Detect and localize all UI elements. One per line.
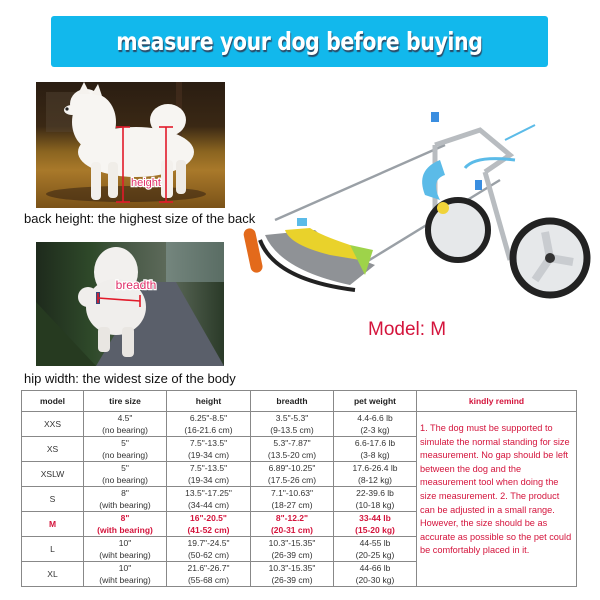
cell-breadth: 7.1"-10.63" (18-27 cm) [251,487,334,512]
model-label: Model: M [368,319,447,340]
saddle [422,160,445,200]
header-tire-size: tire size [84,391,167,412]
cell-model: XXS [22,412,84,437]
harness [243,218,375,290]
cell-weight: 17.6-26.4 lb (8-12 kg) [334,462,417,487]
back-height-photo [36,82,225,208]
cell-height: 7.5"-13.5" (19-34 cm) [167,437,251,462]
header-height: height [167,391,251,412]
cell-breadth: 10.3"-15.35" (26-39 cm) [251,537,334,562]
table-header-row [22,391,577,412]
header-breadth: breadth [251,391,334,412]
cell-tire: 5" (no bearing) [84,462,167,487]
cell-breadth: 6.89"-10.25" (17.5-26 cm) [251,462,334,487]
cell-weight: 44-66 lb (20-30 kg) [334,562,417,587]
banner-title: measure your dog before buying [116,27,483,56]
dog-side-illustration [36,82,225,208]
cell-model: XS [22,437,84,462]
breadth-annotation: breadth [115,278,157,292]
cell-tire: 8" (with bearing) [84,512,167,537]
cell-tire: 4.5" (no bearing) [84,412,167,437]
dog-wheelchair-image [235,100,595,300]
cell-breadth: 5.3"-7.87" (13.5-20 cm) [251,437,334,462]
cell-weight: 6.6-17.6 lb (3-8 kg) [334,437,417,462]
header-model: model [22,391,84,412]
cell-height: 6.25"-8.5" (16-21.6 cm) [167,412,251,437]
cell-height: 7.5"-13.5" (19-34 cm) [167,462,251,487]
cell-weight: 44-55 lb (20-25 kg) [334,537,417,562]
cell-tire: 8" (with bearing) [84,487,167,512]
rear-wheel-left [428,200,488,260]
hip-width-caption: hip width: the widest size of the body [24,371,236,386]
height-annotation: height [131,177,161,189]
cell-breadth: 10.3"-15.35" (26-39 cm) [251,562,334,587]
table-row [22,412,577,437]
cell-height: 21.6"-26.7" (55-68 cm) [167,562,251,587]
title-banner [51,16,548,67]
kindly-remind-note: 1. The dog must be supported to simulate the normal standing for size measurement. No gap should be left between the dog and the measurement tool when doing the size measurement. 2. The product can be adjusted in a small range. However, the size should be as accurate as possible so the pet could be comfortably placed in it. [417,412,577,587]
back-height-caption: back height: the highest size of the back [24,211,256,226]
cell-height: 19.7"-24.5" (50-62 cm) [167,537,251,562]
cell-weight: 4.4-6.6 lb (2-3 kg) [334,412,417,437]
header-kindly-remind: kindly remind [417,391,577,412]
adjust-knob [431,112,439,122]
cell-model: XSLW [22,462,84,487]
cell-height: 16"-20.5" (41-52 cm) [167,512,251,537]
dog-rear-illustration [36,242,224,366]
cell-tire: 10" (wiht bearing) [84,562,167,587]
cell-model: M [22,512,84,537]
cell-tire: 10" (wiht bearing) [84,537,167,562]
cell-model: XL [22,562,84,587]
cell-height: 13.5"-17.25" (34-44 cm) [167,487,251,512]
size-chart-table [21,390,577,587]
cell-weight: 33-44 lb (15-20 kg) [334,512,417,537]
cell-weight: 22-39.6 lb (10-18 kg) [334,487,417,512]
hip-width-photo [36,242,224,366]
header-pet-weight: pet weight [334,391,417,412]
cell-model: L [22,537,84,562]
cell-model: S [22,487,84,512]
cell-tire: 5" (no bearing) [84,437,167,462]
cell-breadth: 3.5"-5.3" (9-13.5 cm) [251,412,334,437]
cell-breadth: 8"-12.2" (20-31 cm) [251,512,334,537]
